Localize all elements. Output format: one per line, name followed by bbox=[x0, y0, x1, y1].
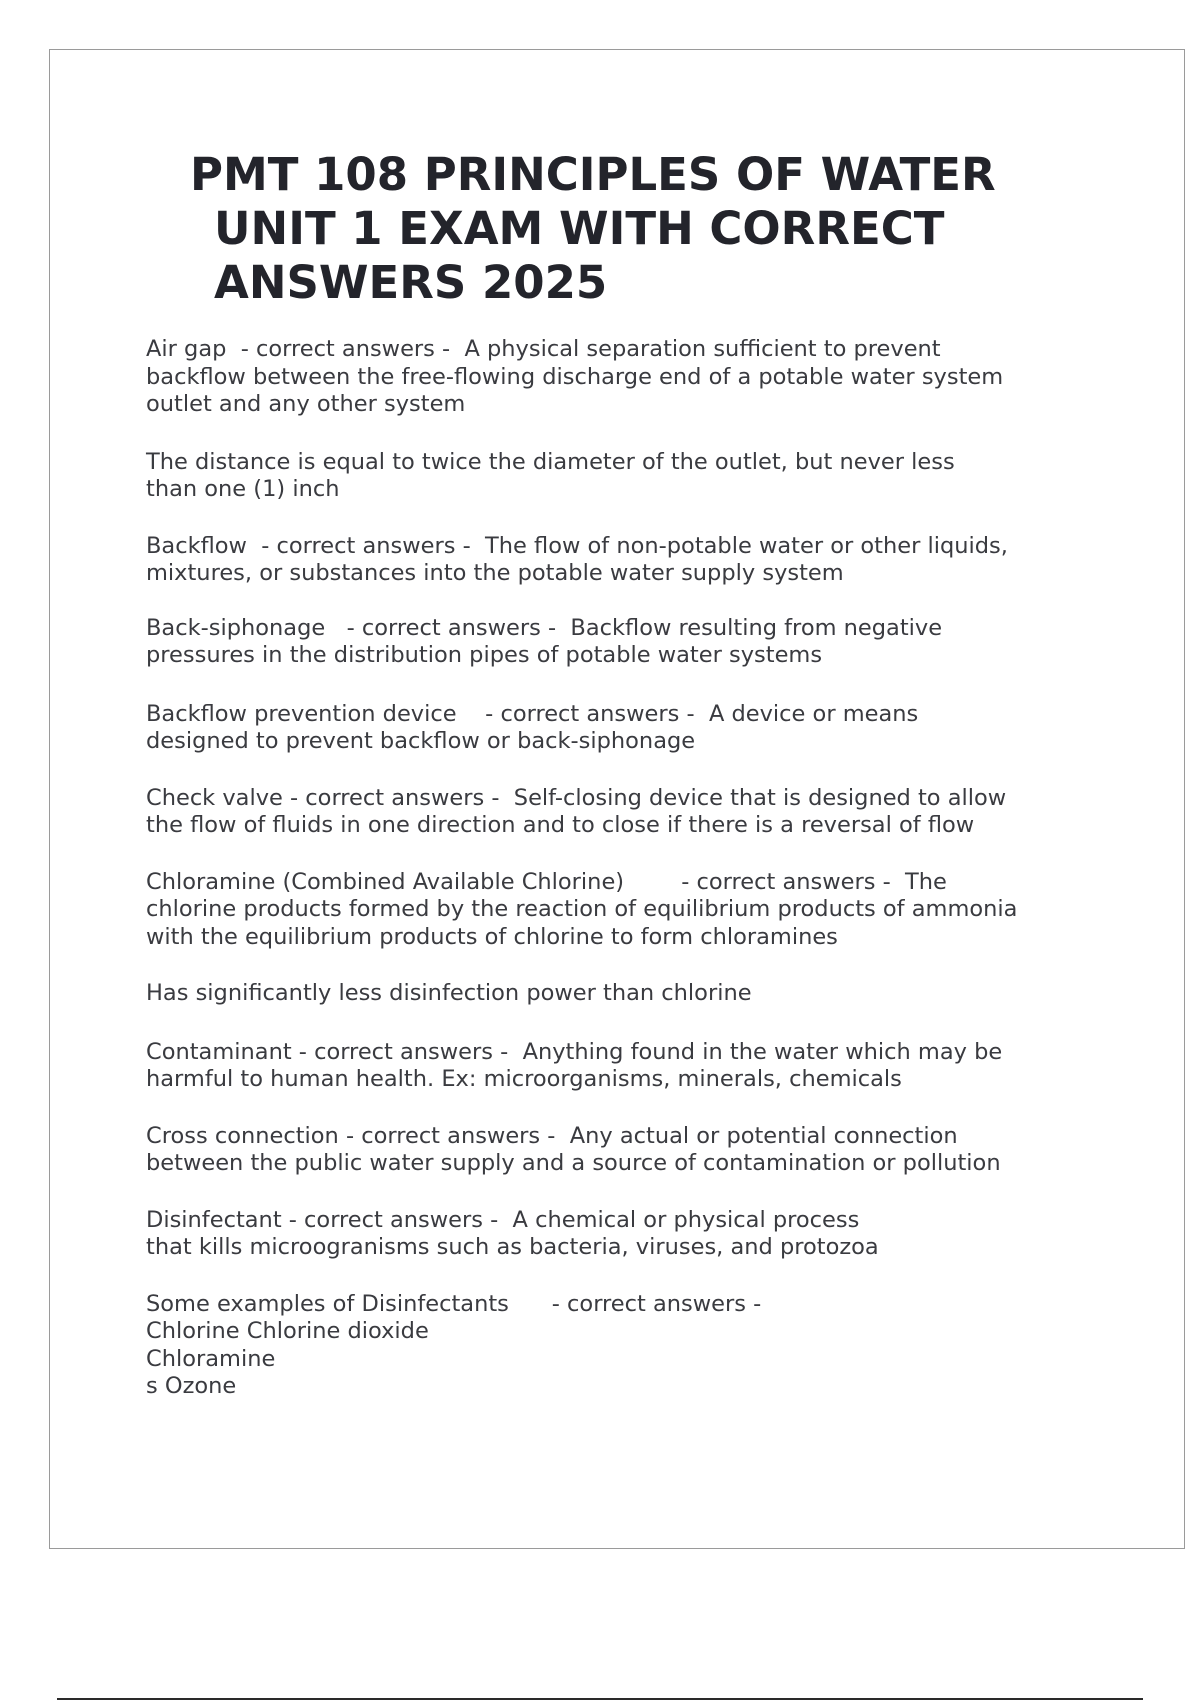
title-line-3: ANSWERS 2025 bbox=[214, 256, 608, 309]
entry-cross-connection: Cross connection - correct answers - Any actual or potential connection between the public water supply and a source of contamination or pollution bbox=[146, 1122, 1001, 1176]
entry-air-gap: Air gap - correct answers - A physical separation sufficient to prevent backflow between the free-flowing discharge end of a potable water system outlet and any other system bbox=[146, 336, 1004, 417]
qa-content bbox=[146, 336, 1086, 1401]
entry-backflow-prevention-device: Backflow prevention device - correct answers - A device or means designed to prevent backflow or back-siphonage bbox=[146, 700, 919, 754]
title-line-1: PMT 108 PRINCIPLES OF WATER bbox=[190, 148, 996, 201]
entry-air-gap-distance: The distance is equal to twice the diameter of the outlet, but never less than one (1) inch bbox=[146, 448, 955, 502]
entry-check-valve: Check valve - correct answers - Self-closing device that is designed to allow the flow of fluids in one direction and to close if there is a reversal of flow bbox=[146, 784, 1007, 838]
entry-disinfectant: Disinfectant - correct answers - A chemical or physical process that kills microogranisms such as bacteria, viruses, and protozoa bbox=[146, 1206, 879, 1260]
entry-chloramine-note: Has significantly less disinfection power than chlorine bbox=[146, 980, 752, 1006]
entry-back-siphonage: Back-siphonage - correct answers - Backflow resulting from negative pressures in the distribution pipes of potable water systems bbox=[146, 614, 943, 668]
entry-contaminant: Contaminant - correct answers - Anything found in the water which may be harmful to human health. Ex: microorganisms, minerals, chemicals bbox=[146, 1038, 1003, 1092]
entry-disinfectant-examples: Some examples of Disinfectants - correct answers - Chlorine Chlorine dioxide Chloramine s Ozone bbox=[146, 1290, 762, 1399]
entry-chloramine: Chloramine (Combined Available Chlorine) - correct answers - The chlorine products formed by the reaction of equilibrium products of ammonia with the equilibrium products of chlorine to form chloramines bbox=[146, 868, 1018, 950]
document-title bbox=[190, 148, 1090, 310]
title-line-2: UNIT 1 EXAM WITH CORRECT bbox=[214, 202, 945, 255]
entry-backflow: Backflow - correct answers - The flow of non-potable water or other liquids, mixtures, or substances into the potable water supply system bbox=[146, 532, 1008, 586]
